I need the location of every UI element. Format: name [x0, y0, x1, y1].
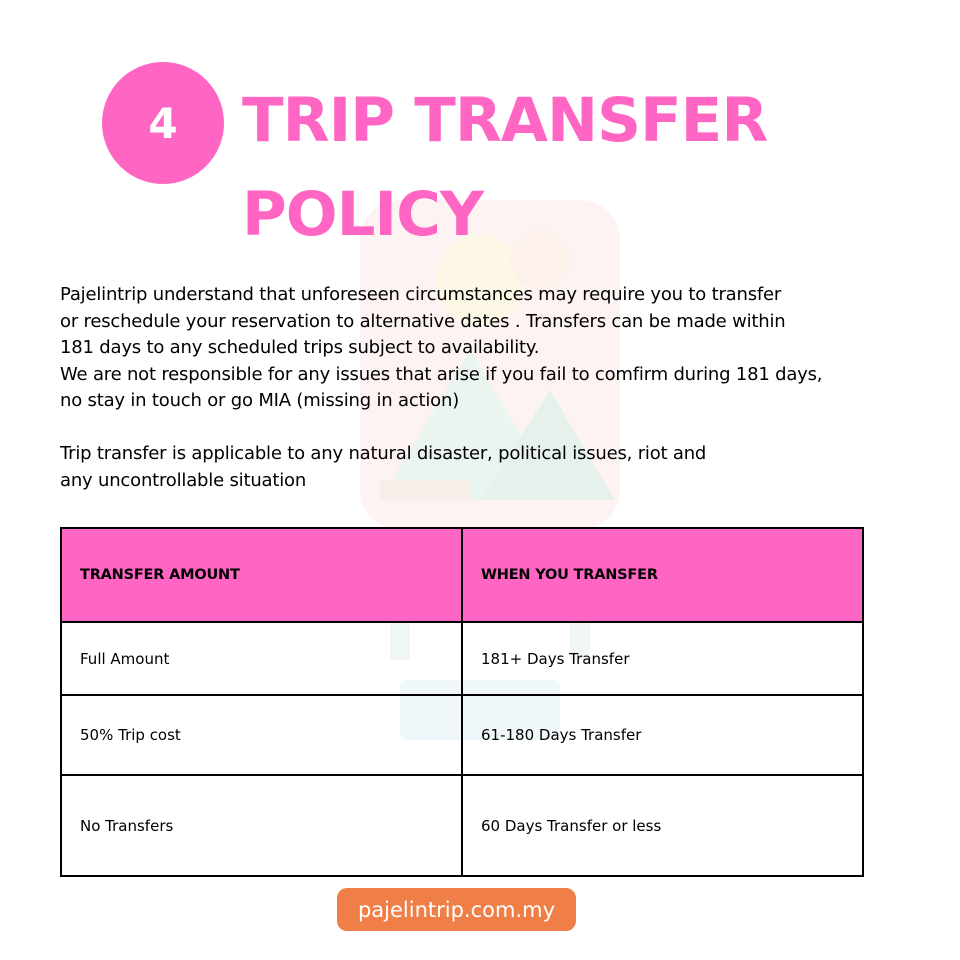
transfer-amount-cell: Full Amount — [61, 622, 462, 695]
paragraph-line: no stay in touch or go MIA (missing in action) — [60, 390, 460, 411]
paragraph-line: Pajelintrip understand that unforeseen circumstances may require you to transfer — [60, 284, 782, 305]
policy-paragraph-2 — [60, 441, 920, 494]
header-transfer-amount: TRANSFER AMOUNT — [61, 528, 462, 622]
table-row — [61, 695, 863, 775]
policy-description — [60, 282, 920, 494]
transfer-amount-cell: No Transfers — [61, 775, 462, 876]
paragraph-line: or reschedule your reservation to alternative dates . Transfers can be made within — [60, 310, 786, 332]
paragraph-line: We are not responsible for any issues that arise if you fail to comfirm during 181 days, — [60, 363, 823, 385]
page-title-line-1: TRIP TRANSFER — [242, 85, 768, 156]
transfer-timing-cell: 61-180 Days Transfer — [462, 695, 863, 775]
table-header-row — [61, 528, 863, 622]
transfer-amount-cell: 50% Trip cost — [61, 695, 462, 775]
step-number-badge — [102, 62, 224, 184]
table-row — [61, 775, 863, 876]
paragraph-line: 181 days to any scheduled trips subject to availability. — [60, 337, 540, 358]
header-when-you-transfer: WHEN YOU TRANSFER — [462, 528, 863, 622]
step-number: 4 — [148, 98, 178, 148]
paragraph-line: Trip transfer is applicable to any natural disaster, political issues, riot and — [60, 443, 707, 464]
website-link-button[interactable] — [337, 888, 576, 931]
paragraph-line: any uncontrollable situation — [60, 469, 307, 491]
page-title-line-2: POLICY — [242, 179, 484, 250]
transfer-policy-table — [60, 527, 864, 877]
transfer-timing-cell: 181+ Days Transfer — [462, 622, 863, 695]
page-title — [242, 74, 767, 262]
paragraph-spacer — [60, 415, 920, 442]
transfer-timing-cell: 60 Days Transfer or less — [462, 775, 863, 876]
website-url: pajelintrip.com.my — [357, 897, 556, 922]
policy-paragraph-1 — [60, 282, 920, 415]
table-row — [61, 622, 863, 695]
